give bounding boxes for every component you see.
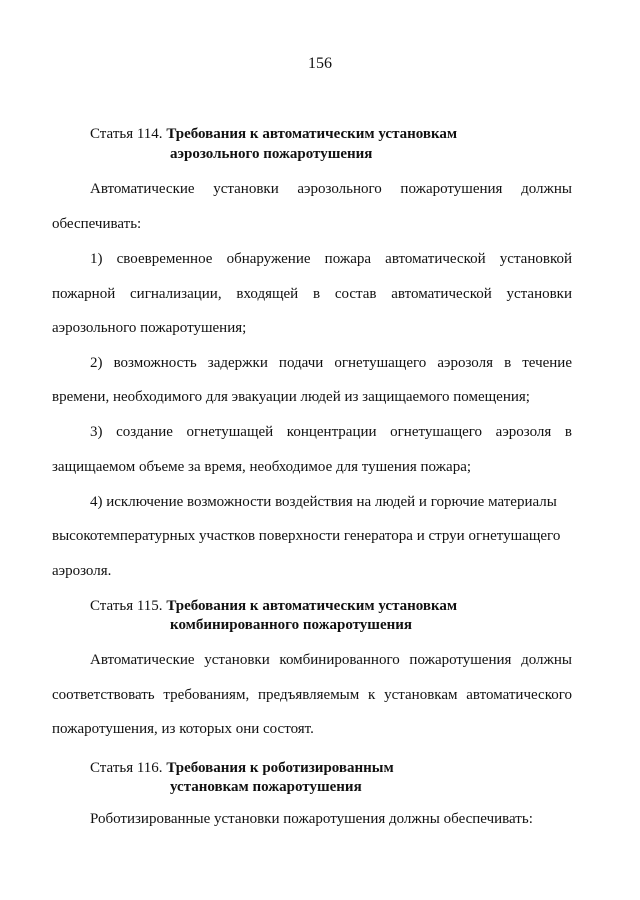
paragraph-line: Автоматические установки аэрозольного пожаротушения должны — [90, 181, 572, 197]
paragraph-line: Роботизированные установки пожаротушения должны обеспечивать: — [90, 811, 533, 827]
article-title-line1: Требования к автоматическим установкам — [166, 598, 458, 614]
paragraph-line: пожаротушения, из которых они состоят. — [52, 721, 314, 737]
article-label: Статья 116. — [90, 760, 163, 776]
article-title-line2: комбинированного пожаротушения — [170, 617, 413, 633]
paragraph-line: 1) своевременное обнаружение пожара автоматической установкой — [90, 251, 572, 267]
paragraph-line: 4) исключение возможности воздействия на людей и горючие материалы — [90, 494, 557, 510]
article-label: Статья 114. — [90, 126, 163, 142]
article-114-heading-cont — [170, 146, 372, 163]
page-number: 156 — [308, 55, 332, 72]
article-115-heading-cont — [170, 617, 412, 634]
paragraph-line: высокотемпературных участков поверхности генератора и струи огнетушащего — [52, 528, 561, 544]
article-title-line1: Требования к автоматическим установкам — [166, 126, 458, 142]
article-title-line1: Требования к роботизированным — [166, 760, 394, 776]
paragraph-line: 2) возможность задержки подачи огнетушащего аэрозоля в течение — [90, 355, 572, 371]
paragraph-line: соответствовать требованиям, предъявляемым к установкам автоматического — [52, 687, 572, 703]
article-116-heading-cont — [170, 779, 362, 796]
paragraph-line: аэрозольного пожаротушения; — [52, 320, 247, 336]
article-title-line2: аэрозольного пожаротушения — [170, 146, 373, 162]
paragraph-line: обеспечивать: — [52, 216, 142, 232]
paragraph-line: защищаемом объеме за время, необходимое для тушения пожара; — [52, 459, 472, 475]
paragraph-line: пожарной сигнализации, входящей в состав автоматической установки — [52, 286, 572, 302]
paragraph-line: Автоматические установки комбинированного пожаротушения должны — [90, 652, 572, 668]
article-114-heading — [90, 126, 457, 143]
article-label: Статья 115. — [90, 598, 163, 614]
article-115-heading — [90, 598, 457, 615]
paragraph-line: аэрозоля. — [52, 563, 112, 579]
article-116-heading — [90, 760, 394, 777]
paragraph-line: времени, необходимого для эвакуации людей из защищаемого помещения; — [52, 389, 530, 405]
paragraph-line: 3) создание огнетушащей концентрации огнетушащего аэрозоля в — [90, 424, 572, 440]
article-title-line2: установкам пожаротушения — [170, 779, 362, 795]
